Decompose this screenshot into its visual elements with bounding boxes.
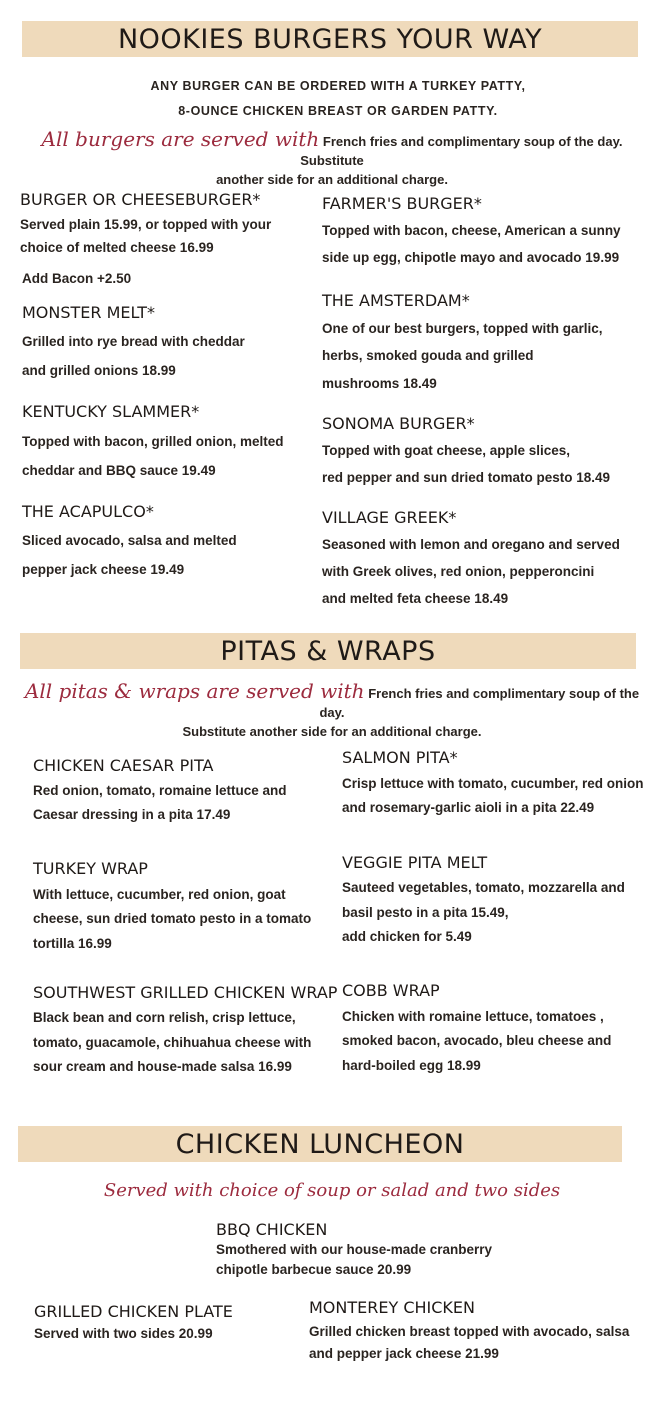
chicken-heading: CHICKEN LUNCHEON [175, 1128, 465, 1160]
menu-item-title: CHICKEN CAESAR PITA [33, 756, 214, 775]
menu-item-title: MONTEREY CHICKEN [309, 1298, 475, 1317]
menu-item-desc: Topped with goat cheese, apple slices, [322, 443, 571, 458]
menu-item-title: SONOMA BURGER* [322, 414, 475, 433]
burgers-served-text2: another side for an additional charge. [216, 172, 448, 187]
menu-item-title: COBB WRAP [342, 981, 440, 1000]
menu-item-desc: Sliced avocado, salsa and melted [22, 533, 237, 548]
burgers-served-script: All burgers are served with [41, 127, 320, 151]
menu-item-desc: Grilled into rye bread with cheddar [22, 334, 245, 349]
menu-item-desc: Served with two sides 20.99 [34, 1326, 213, 1341]
pitas-served-text: French fries and complimentary soup of the day. [319, 686, 640, 720]
menu-item-desc: and grilled onions 18.99 [22, 363, 176, 378]
pitas-served-text2: Substitute another side for an additional charge. [182, 724, 482, 739]
menu-item-title: BURGER OR CHEESEBURGER* [20, 190, 261, 209]
burgers-heading: NOOKIES BURGERS YOUR WAY [117, 23, 543, 55]
menu-item-desc: Crisp lettuce with tomato, cucumber, red onion [342, 776, 644, 791]
menu-item-desc: red pepper and sun dried tomato pesto 18.49 [322, 470, 611, 485]
menu-item-desc: and rosemary-garlic aioli in a pita 22.49 [342, 800, 595, 815]
menu-item-desc: tortilla 16.99 [33, 936, 112, 951]
menu-item-desc: basil pesto in a pita 15.49, [342, 905, 509, 920]
menu-item-desc: pepper jack cheese 19.49 [22, 562, 185, 577]
menu-item-desc: herbs, smoked gouda and grilled [322, 348, 534, 363]
menu-item-desc: tomato, guacamole, chihuahua cheese with [33, 1035, 312, 1050]
menu-item-desc: Seasoned with lemon and oregano and served [322, 537, 620, 552]
menu-item-desc: and melted feta cheese 18.49 [322, 591, 509, 606]
menu-item-desc: One of our best burgers, topped with garlic, [322, 321, 603, 336]
pitas-served-script: All pitas & wraps are served with [24, 679, 365, 703]
menu-item-desc: sour cream and house-made salsa 16.99 [33, 1059, 292, 1074]
menu-item-title: THE AMSTERDAM* [322, 291, 470, 310]
pitas-served-note [20, 679, 644, 741]
menu-item-desc: Topped with bacon, grilled onion, melted [22, 434, 284, 449]
menu-item-desc: mushrooms 18.49 [322, 376, 437, 391]
menu-item-desc: Sauteed vegetables, tomato, mozzarella and [342, 880, 625, 895]
menu-item-title: THE ACAPULCO* [22, 502, 154, 521]
pitas-heading-band [20, 633, 636, 669]
chicken-served-script: Served with choice of soup or salad and two sides [103, 1180, 561, 1201]
burgers-note-line1: ANY BURGER CAN BE ORDERED WITH A TURKEY PATTY, [150, 79, 526, 93]
menu-item-desc: Caesar dressing in a pita 17.49 [33, 807, 231, 822]
chicken-heading-band [18, 1126, 622, 1162]
menu-item-desc: cheese, sun dried tomato pesto in a tomato [33, 911, 312, 926]
menu-item-addon: Add Bacon +2.50 [22, 271, 132, 286]
menu-item-desc: With lettuce, cucumber, red onion, goat [33, 887, 286, 902]
menu-item-desc: Served plain 15.99, or topped with your [20, 217, 272, 232]
menu-item-title: MONSTER MELT* [22, 303, 156, 322]
pitas-heading: PITAS & WRAPS [220, 635, 436, 667]
menu-item-desc: with Greek olives, red onion, pepperoncini [322, 564, 595, 579]
menu-item-desc: Red onion, tomato, romaine lettuce and [33, 783, 287, 798]
menu-item-desc: Chicken with romaine lettuce, tomatoes , [342, 1009, 604, 1024]
menu-item-title: SALMON PITA* [342, 748, 458, 767]
menu-item-title: GRILLED CHICKEN PLATE [34, 1302, 233, 1321]
menu-item-desc: side up egg, chipotle mayo and avocado 19.99 [322, 250, 620, 265]
menu-item-title: SOUTHWEST GRILLED CHICKEN WRAP [33, 983, 338, 1002]
menu-item-desc: Topped with bacon, cheese, American a sunny [322, 223, 621, 238]
burgers-note-line2: 8-OUNCE CHICKEN BREAST OR GARDEN PATTY. [178, 104, 498, 118]
menu-item-desc: and pepper jack cheese 21.99 [309, 1346, 499, 1361]
burgers-heading-band [22, 21, 638, 57]
burgers-served-note [20, 127, 644, 189]
menu-item-title: BBQ CHICKEN [216, 1220, 328, 1239]
menu-item-desc: smoked bacon, avocado, bleu cheese and [342, 1033, 612, 1048]
menu-item-desc: hard-boiled egg 18.99 [342, 1058, 481, 1073]
menu-item-desc: Grilled chicken breast topped with avocado, salsa [309, 1324, 630, 1339]
menu-item-desc: Black bean and corn relish, crisp lettuce, [33, 1010, 296, 1025]
menu-item-desc: chipotle barbecue sauce 20.99 [216, 1262, 412, 1277]
menu-item-title: TURKEY WRAP [33, 859, 148, 878]
menu-item-title: KENTUCKY SLAMMER* [22, 402, 200, 421]
menu-item-desc: cheddar and BBQ sauce 19.49 [22, 463, 216, 478]
menu-item-title: VEGGIE PITA MELT [342, 853, 488, 872]
menu-item-desc: add chicken for 5.49 [342, 929, 472, 944]
menu-item-title: FARMER'S BURGER* [322, 194, 482, 213]
burgers-served-text: French fries and complimentary soup of the day. Substitute [300, 134, 623, 168]
menu-item-desc: choice of melted cheese 16.99 [20, 240, 214, 255]
menu-item-desc: Smothered with our house-made cranberry [216, 1242, 493, 1257]
menu-item-title: VILLAGE GREEK* [322, 508, 457, 527]
